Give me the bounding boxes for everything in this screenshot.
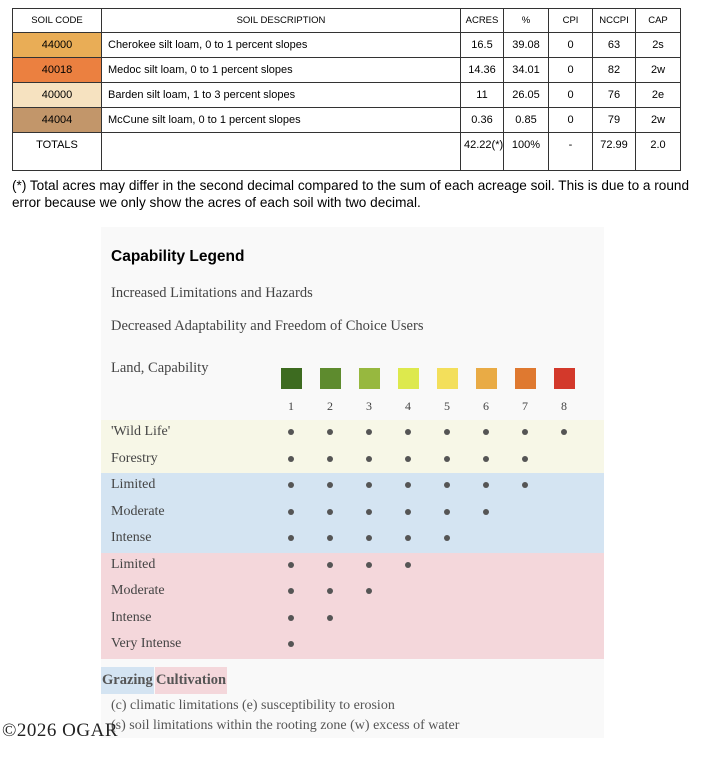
table-row [13, 33, 681, 58]
capability-dot [444, 482, 450, 488]
legend-row [101, 606, 604, 633]
table-header-row [13, 9, 681, 33]
cap-cell: 2w [636, 58, 681, 83]
capability-dot [522, 429, 528, 435]
capability-dot [522, 482, 528, 488]
capability-dot [483, 456, 489, 462]
capability-dot [327, 562, 333, 568]
capability-dot [483, 429, 489, 435]
header-soil-description: SOIL DESCRIPTION [102, 9, 461, 33]
capability-dot [561, 429, 567, 435]
capability-dot [366, 429, 372, 435]
legend-row [101, 447, 604, 474]
legend-footnote-soil: (s) soil limitations within the rooting zone (w) excess of water [111, 718, 460, 733]
capability-dot [405, 535, 411, 541]
legend-footnote-climatic: (c) climatic limitations (e) susceptibility to erosion [111, 698, 395, 713]
legend-row-label: Limited [111, 477, 156, 492]
soil-code-cell: 40000 [13, 83, 102, 108]
legend-row-label: Limited [111, 556, 156, 572]
legend-row [101, 420, 604, 447]
capability-class-6-swatch [476, 368, 497, 389]
capability-dot [327, 456, 333, 462]
capability-dot [327, 429, 333, 435]
soil-description-cell: McCune silt loam, 0 to 1 percent slopes [102, 108, 461, 133]
capability-dot [444, 429, 450, 435]
capability-dot [288, 456, 294, 462]
acreage-rounding-note: (*) Total acres may differ in the second decimal compared to the sum of each acreage soil. This is due to a round error because we only show the acres of each soil with two decimal. [12, 178, 690, 210]
totals-acres: 42.22(*) [461, 133, 504, 171]
capability-class-number: 3 [366, 399, 372, 413]
legend-row-label: Intense [111, 609, 152, 625]
header-nccpi: NCCPI [593, 9, 636, 33]
capability-dot [522, 456, 528, 462]
capability-class-number: 8 [561, 399, 567, 413]
capability-dot [288, 482, 294, 488]
totals-cpi: - [549, 133, 593, 171]
capability-dot [405, 429, 411, 435]
capability-dot [366, 588, 372, 594]
percent-cell: 26.05 [504, 83, 549, 108]
copyright-watermark: ©2026 OGAR [2, 720, 119, 741]
soil-code-cell: 40018 [13, 58, 102, 83]
capability-dot [288, 615, 294, 621]
cpi-cell: 0 [549, 83, 593, 108]
soil-code-cell: 44004 [13, 108, 102, 133]
totals-row [13, 133, 681, 171]
header-acres: ACRES [461, 9, 504, 33]
capability-class-3-swatch [359, 368, 380, 389]
legend-title: Capability Legend [111, 248, 245, 265]
capability-class-number: 2 [327, 399, 333, 413]
capability-class-7-swatch [515, 368, 536, 389]
capability-dot [444, 535, 450, 541]
totals-label: TOTALS [13, 133, 102, 171]
capability-dot [405, 562, 411, 568]
capability-class-8-swatch [554, 368, 575, 389]
capability-dot [288, 535, 294, 541]
capability-dot [327, 535, 333, 541]
header-cpi: CPI [549, 9, 593, 33]
acres-cell: 16.5 [461, 33, 504, 58]
totals-nccpi: 72.99 [593, 133, 636, 171]
capability-class-4-swatch [398, 368, 419, 389]
grazing-label: Grazing [101, 667, 154, 694]
legend-row [101, 579, 604, 606]
capability-dot [366, 482, 372, 488]
header-cap: CAP [636, 9, 681, 33]
capability-dot [327, 509, 333, 515]
legend-increased-limitations: Increased Limitations and Hazards [111, 285, 313, 301]
soil-description-cell: Cherokee silt loam, 0 to 1 percent slopes [102, 33, 461, 58]
legend-row-label: 'Wild Life' [111, 424, 171, 439]
capability-dot [483, 482, 489, 488]
soil-description-cell: Barden silt loam, 1 to 3 percent slopes [102, 83, 461, 108]
capability-class-number: 1 [288, 399, 294, 413]
capability-dot [288, 641, 294, 647]
cap-cell: 2e [636, 83, 681, 108]
legend-row-label: Moderate [111, 583, 165, 598]
soil-description-cell: Medoc silt loam, 0 to 1 percent slopes [102, 58, 461, 83]
capability-dot [366, 562, 372, 568]
legend-row-label: Moderate [111, 503, 165, 519]
capability-dot [366, 456, 372, 462]
cpi-cell: 0 [549, 108, 593, 133]
capability-dot [366, 509, 372, 515]
header-percent: % [504, 9, 549, 33]
soil-table [12, 8, 681, 171]
capability-dot [444, 456, 450, 462]
capability-dot [327, 615, 333, 621]
capability-class-number: 6 [483, 399, 489, 413]
legend-row-label: Intense [111, 530, 152, 545]
capability-dot [327, 482, 333, 488]
capability-class-2-swatch [320, 368, 341, 389]
capability-dot [405, 509, 411, 515]
legend-row [101, 632, 604, 659]
acres-cell: 14.36 [461, 58, 504, 83]
legend-row-label: Very Intense [111, 636, 182, 651]
nccpi-cell: 76 [593, 83, 636, 108]
capability-class-1-swatch [281, 368, 302, 389]
capability-dot [327, 588, 333, 594]
capability-dot [366, 535, 372, 541]
cpi-cell: 0 [549, 33, 593, 58]
soil-code-cell: 44000 [13, 33, 102, 58]
cultivation-label: Cultivation [155, 667, 227, 694]
header-soil-code: SOIL CODE [13, 9, 102, 33]
nccpi-cell: 82 [593, 58, 636, 83]
acres-cell: 0.36 [461, 108, 504, 133]
capability-dot [288, 509, 294, 515]
capability-dot [444, 509, 450, 515]
legend-row [101, 500, 604, 527]
cap-cell: 2s [636, 33, 681, 58]
totals-cap: 2.0 [636, 133, 681, 171]
legend-decreased-adaptability: Decreased Adaptability and Freedom of Choice Users [111, 318, 424, 334]
capability-class-number: 5 [444, 399, 450, 413]
capability-class-number: 7 [522, 399, 528, 413]
table-row [13, 108, 681, 133]
capability-class-number: 4 [405, 399, 411, 413]
capability-dot [288, 429, 294, 435]
nccpi-cell: 63 [593, 33, 636, 58]
capability-dot [405, 482, 411, 488]
acres-cell: 11 [461, 83, 504, 108]
percent-cell: 0.85 [504, 108, 549, 133]
capability-dot [483, 509, 489, 515]
cpi-cell: 0 [549, 58, 593, 83]
land-capability-label: Land, Capability [111, 360, 209, 376]
percent-cell: 34.01 [504, 58, 549, 83]
table-row [13, 58, 681, 83]
legend-row [101, 526, 604, 553]
capability-legend [101, 227, 604, 738]
totals-percent: 100% [504, 133, 549, 171]
percent-cell: 39.08 [504, 33, 549, 58]
cap-cell: 2w [636, 108, 681, 133]
table-row [13, 83, 681, 108]
totals-description-cell [102, 133, 461, 171]
capability-dot [405, 456, 411, 462]
legend-row-label: Forestry [111, 450, 158, 466]
legend-row [101, 473, 604, 500]
legend-row [101, 553, 604, 580]
capability-class-5-swatch [437, 368, 458, 389]
capability-dot [288, 562, 294, 568]
capability-dot [288, 588, 294, 594]
nccpi-cell: 79 [593, 108, 636, 133]
